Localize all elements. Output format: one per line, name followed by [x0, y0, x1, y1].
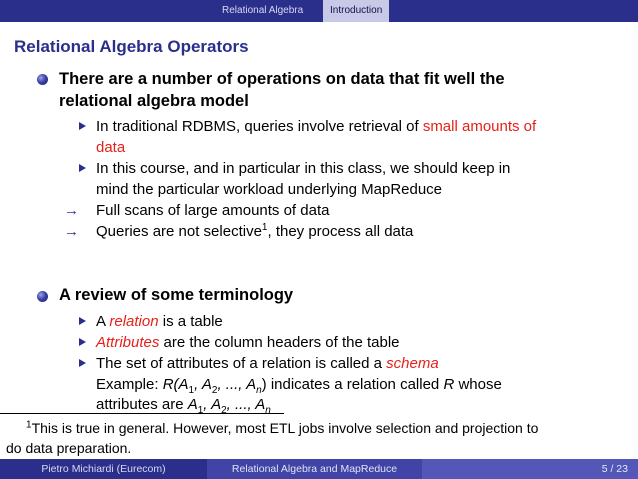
- footer-author: Pietro Michiardi (Eurecom): [0, 459, 207, 479]
- block1-arrow-item2: Queries are not selective$^1$, they process all data: [96, 222, 414, 240]
- footer-title: Relational Algebra and MapReduce: [207, 459, 422, 479]
- block1-arrow-item1: Full scans of large amounts of data: [96, 202, 330, 219]
- block1-item2-line2: mind the particular workload underlying MapReduce: [96, 181, 443, 198]
- bullet-triangle-icon: [79, 359, 86, 367]
- bullet-triangle-icon: [79, 338, 86, 346]
- block2-example-line: Example: $R(A_1$, $A_2$, ..., $A_n$) indicates a relation called R whose: [96, 376, 502, 396]
- alert-text: small amounts of: [422, 118, 537, 135]
- footer-page-number: 5 / 23: [422, 459, 638, 479]
- block2-item-relation: A relation is a table: [96, 313, 223, 330]
- header-navigation-bar: [0, 0, 638, 22]
- nav-subsection-introduction[interactable]: Introduction: [323, 0, 389, 22]
- block1-item1: In traditional RDBMS, queries involve retrieval of small amounts of: [96, 118, 537, 135]
- right-arrow-icon: →: [64, 223, 79, 240]
- block1-heading-line1: There are a number of operations on data that fit well the: [59, 70, 505, 88]
- footnote-marker: 1: [261, 222, 268, 233]
- frame-title: Relational Algebra Operators: [14, 37, 249, 56]
- footer-bar: [0, 459, 638, 479]
- footnote-divider: [0, 413, 284, 414]
- block2-attributes-line: attributes are $A_1$, $A_2$, ..., $A_n$: [96, 396, 271, 416]
- footnote: $^1$This is true in general. However, most ETL jobs involve selection and projection to do data preparation.: [6, 419, 539, 456]
- block1-item1-cont: data: [96, 139, 126, 156]
- nav-section-relational-algebra[interactable]: Relational Algebra: [222, 5, 304, 16]
- right-arrow-icon: →: [64, 202, 79, 219]
- bullet-triangle-icon: [79, 317, 86, 325]
- bullet-ball-icon: [37, 74, 48, 85]
- block2-item-attributes: Attributes are the column headers of the table: [96, 334, 400, 351]
- block1-heading-line2: relational algebra model: [59, 92, 249, 110]
- bullet-triangle-icon: [79, 122, 86, 130]
- bullet-ball-icon: [37, 291, 48, 302]
- bullet-triangle-icon: [79, 164, 86, 172]
- block2-item-schema: The set of attributes of a relation is called a schema: [96, 355, 439, 372]
- block2-heading: A review of some terminology: [59, 286, 294, 304]
- block1-item2-line1: In this course, and in particular in this class, we should keep in: [96, 160, 511, 177]
